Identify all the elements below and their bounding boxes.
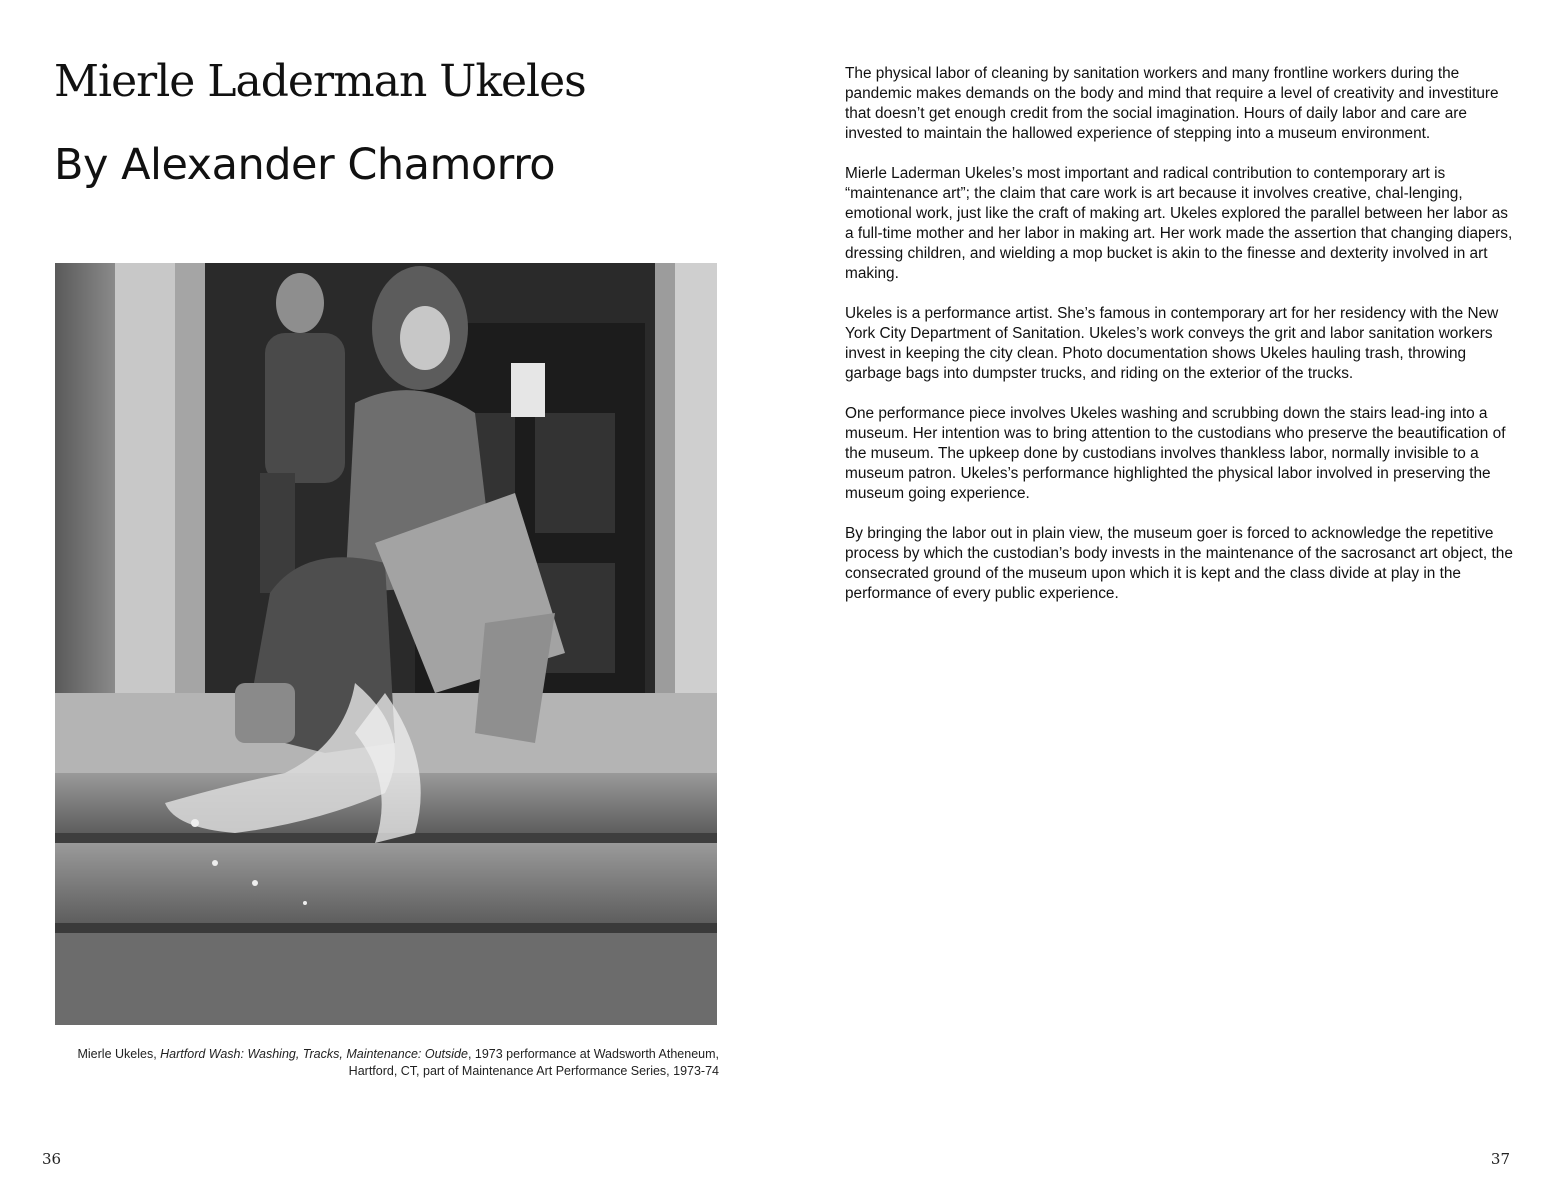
body-paragraph: The physical labor of cleaning by sanitation workers and many frontline workers during the pandemic makes demands on the body and mind that require a level of creativity and investiture that doesn’t get enough credit from the social imagination. Hours of daily labor and care are invested to maintain the hallowed experience of stepping into a museum environment. xyxy=(845,65,1499,142)
caption-work-title: Hartford Wash: Washing, Tracks, Maintenance: Outside xyxy=(160,1047,468,1061)
caption-suffix: , 1973 performance at Wadsworth Atheneum, Hartford, CT, part of Maintenance Art Performance Series, 1973-74 xyxy=(348,1047,719,1078)
body-paragraph: Ukeles is a performance artist. She’s famous in contemporary art for her residency with the New York City Department of Sanitation. Ukeles’s work conveys the grit and labor sanitation workers invest in keeping the city clean. Photo documentation shows Ukeles hauling trash, throwing garbage bags into dumpster trucks, and riding on the exterior of the trucks. xyxy=(845,305,1499,382)
body-paragraph: By bringing the labor out in plain view, the museum goer is forced to acknowledge the repetitive process by which the custodian’s body invests in the maintenance of the sacrosanct art object, the consecrated ground of the museum upon which it is kept and the class divide at play in the performance of every public experience. xyxy=(845,525,1513,602)
right-page xyxy=(776,0,1552,1199)
body-paragraph: One performance piece involves Ukeles washing and scrubbing down the stairs lead-ing into a museum. Her intention was to bring attention to the custodians who preserve the beautification of the museum. The upkeep done by custodians involves thankless labor, normally invisible to a museum patron. Ukeles’s performance highlighted the physical labor involved in preserving the museum going experience. xyxy=(845,405,1506,502)
caption-prefix: Mierle Ukeles, xyxy=(77,1047,161,1061)
article-body xyxy=(845,64,1513,624)
body-paragraph: Mierle Laderman Ukeles’s most important and radical contribution to contemporary art is “maintenance art”; the claim that care work is art because it involves creative, chal-lenging, emotional work, just like the craft of making art. Ukeles explored the parallel between her labor as a full-time mother and her labor in making art. Her work made the assertion that changing diapers, dressing children, and wielding a mop bucket is akin to the finesse and dexterity involved in art making. xyxy=(845,165,1513,282)
photo-illustration xyxy=(55,263,717,1025)
performance-photo xyxy=(55,263,717,1025)
page-number-right: 37 xyxy=(1490,1150,1510,1168)
article-byline: By Alexander Chamorro xyxy=(54,140,556,190)
photo-caption xyxy=(55,1046,719,1080)
article-title: Mierle Laderman Ukeles xyxy=(54,56,586,107)
page-number-left: 36 xyxy=(42,1150,62,1168)
